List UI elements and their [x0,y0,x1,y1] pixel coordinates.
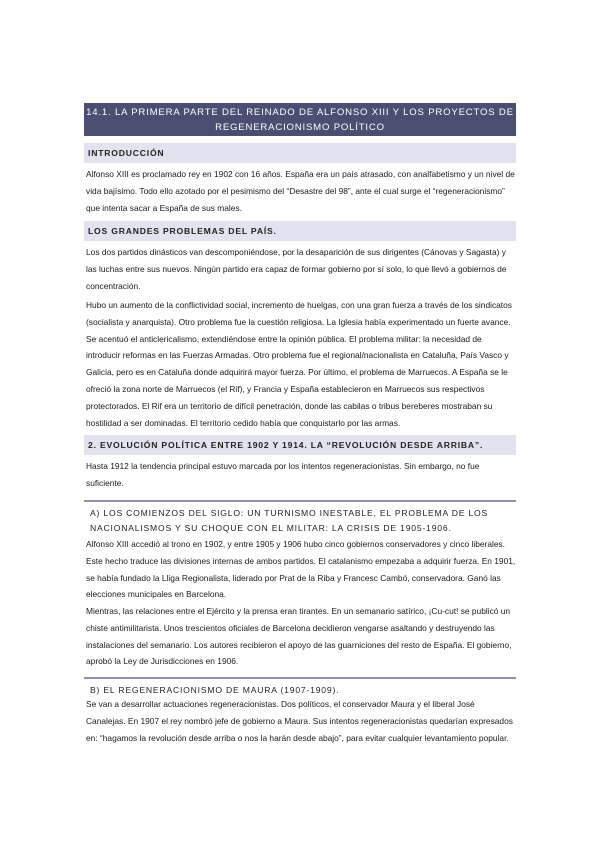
subsection-a-paragraph-2: Mientras, las relaciones entre el Ejército y la prensa eran tirantes. En un semanario satírico, ¡Cu-cut! se publicó un chiste antimilitarista. Unos trescientos oficiales de Barcelona decidieron vengarse asaltando y destruyendo las instalaciones del semanario. Los autores recibieron el apoyo de las guarniciones del resto de España. El gobierno, aprobó la Ley de Jurisdicciones en 1906. [86,606,512,667]
subsection-a-heading: A) LOS COMIENZOS DEL SIGLO: UN TURNISMO INESTABLE, EL PROBLEMA DE LOS NACIONALISMOS Y SU CHOQUE CON EL MILITAR: LA CRISIS DE 1905-1906. [84,500,516,536]
problems-paragraph-2: Hubo un aumento de la conflictividad social, incremento de huelgas, con una gran fuerza a través de los sindicatos (socialista y anarquista). Otro problema fue la cuestión religiosa. La Iglesia había experimentado un fuerte avance. Se acentuó el anticlericalismo, extendiéndose entre la opinión pública. El problema militar: la necesidad de introducir reformas en las Fuerzas Armadas. Otro problema fue el regional/nacionalista en Cataluña, País Vasco y Galicia, pero es en Cataluña donde adquirirá mayor fuerza. Por último, el problema de Marruecos. A España se le ofreció la zona norte de Marruecos (el Rif), y Francia y España establecieron en Marruecos sus respectivos protectorados. El Rif era un territorio de difícil penetración, donde las cabilas o tribus bereberes mostraban su hostilidad a ser dominadas. El territorio cedido había que conquistarlo por las armas. [86,300,512,428]
evolution-paragraph: Hasta 1912 la tendencia principal estuvo marcada por los intentos regeneracionistas. Sin embargo, no fue suficiente. [86,461,480,488]
intro-heading: INTRODUCCIÓN [84,143,516,163]
evolution-heading: 2. EVOLUCIÓN POLÍTICA ENTRE 1902 Y 1914. LA “REVOLUCIÓN DESDE ARRIBA”. [84,435,516,455]
document-title [84,103,516,136]
problems-paragraph-1: Los dos partidos dinásticos van descomponiéndose, por la desaparición de sus dirigentes (Cánovas y Sagasta) y las luchas entre sus nuevos. Ningún partido era capaz de formar gobierno por sí solo, lo que llevó a gobiernos de concentración. [86,247,507,291]
subsection-b-heading: B) EL REGENERACIONISMO DE MAURA (1907-1909). [84,677,516,698]
problems-heading: LOS GRANDES PROBLEMAS DEL PAÍS. [84,221,516,241]
title-line-2: REGENERACIONISMO POLÍTICO [215,122,385,133]
subsection-a-paragraph-1: Alfonso XIII accedió al trono en 1902, y entre 1905 y 1906 hubo cinco gobiernos conservadores y cinco liberales. Este hecho traduce las divisiones internas de ambos partidos. El catalanismo empezaba a adquirir fuerza. En 1901, se había fundado la Lliga Regionalista, liderado por Prat de la Riba y Francesc Cambó, conservadora. Ganó las elecciones municipales en Barcelona. [86,539,516,600]
intro-paragraph: Alfonso XIII es proclamado rey en 1902 con 16 años. España era un país atrasado, con analfabetismo y un nivel de vida bajísimo. Todo ello azotado por el pesimismo del “Desastre del 98”, ante el cual surge el “regeneracionismo” que intenta sacar a España de sus males. [86,169,515,213]
subsection-b-paragraph: Se van a desarrollar actuaciones regeneracionistas. Dos políticos, el conservador Maura y el liberal José Canalejas. En 1907 el rey nombró jefe de gobierno a Maura. Sus intentos regeneracionistas quedarían expresados en: “hagamos la revolución desde arriba o nos la harán desde abajo”, para evitar cualquier levantamiento popular. [86,699,513,743]
title-line-1: 14.1. LA PRIMERA PARTE DEL REINADO DE ALFONSO XIII Y LOS PROYECTOS DE [86,107,514,118]
